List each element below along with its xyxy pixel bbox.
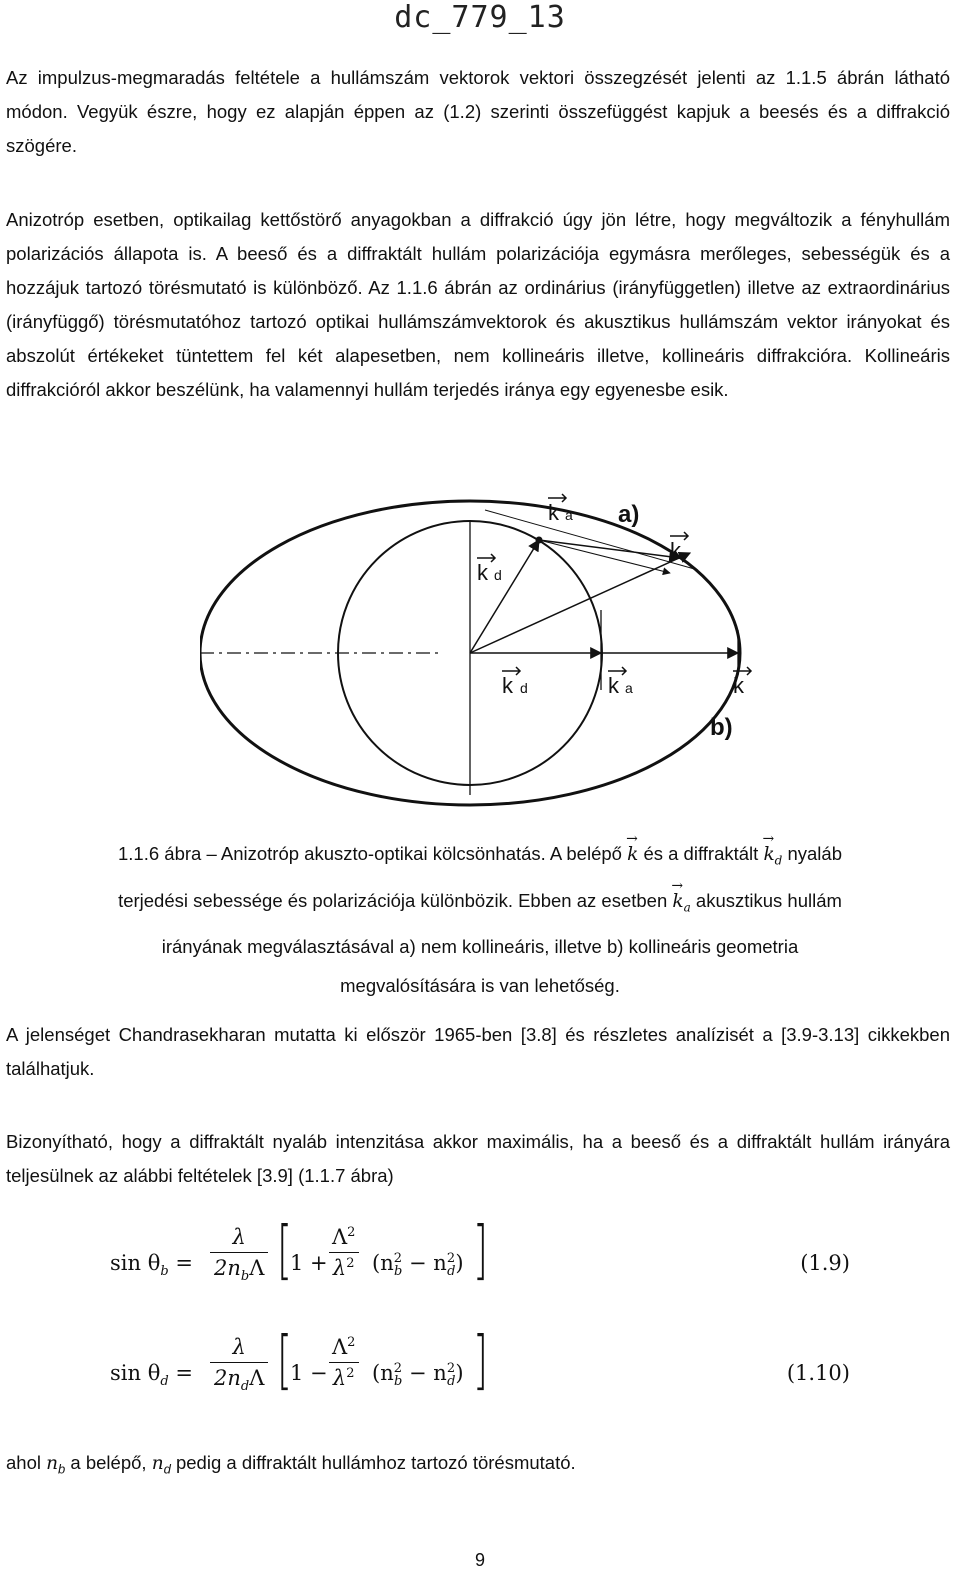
vector-k-symbol: → k (627, 835, 638, 874)
svg-text:k: k (733, 673, 744, 698)
figure-caption: 1.1.6 ábra – Anizotróp akuszto-optikai kölcsönhatás. A belépő → k és a diffraktált → $k_d$ nyaláb terjedési sebessége és polarizációja különbözik. Ebben az esetben → $k_a$ akusztikus hullám irányának megválasztásával a) nem kollineáris, illetve b) kollineáris geometria megvalósítására is van lehetőség. (60, 834, 900, 1005)
vector-ka-symbol: → $k_a$ (672, 882, 690, 928)
tangent-line (485, 510, 698, 570)
paragraph-2: Anizotróp esetben, optikailag kettőstörő anyagokban a diffrakció úgy jön létre, hogy megváltozik a fényhullám polarizációs állapota is. A beeső és a diffraktált hullám polarizációja egymásra merőleges, sebességük és a hozzájuk tartozó törésmutató is különböző. Az 1.1.6 ábrán az ordinárius (irányfüggetlen) illetve az extraordinárius (irányfüggő) törésmutatóhoz tartozó optikai hullámszámvektorok és akusztikus hullámszám vektor irányokat és abszolút értékeket tüntettem fel két alapesetben, nem kollineáris illetve, kollineáris diffrakcióra. Kollineáris diffrakcióról akkor beszélünk, ha valamennyi hullám terjedés iránya egy egyenesbe esik. (6, 209, 950, 400)
equation-1-10: $\sin \theta_d$ = λ $2n_d\Lambda$ [ 1 − $\frac{\Lambda^2}{\lambda^2}$ $(n^2_b - n^2_d)$ ] (1.10) (110, 1324, 850, 1398)
svg-text:k: k (502, 673, 513, 698)
touch-point (536, 537, 543, 544)
svg-text:k: k (548, 500, 559, 525)
svg-text:k: k (670, 538, 681, 563)
document-code-header: dc_779_13 (394, 0, 566, 35)
label-a: a) (618, 501, 640, 528)
vector-k-noncollinear (470, 553, 690, 653)
vector-kd-symbol: → $k_d$ (763, 835, 782, 881)
svg-text:d: d (520, 680, 528, 696)
paragraph-3: A jelenséget Chandrasekharan mutatta ki először 1965-ben [3.8] és részletes analízisét a [3.9-3.13] cikkekben találhatjuk. (6, 1024, 950, 1079)
svg-text:a: a (625, 680, 633, 696)
figure-anisotropic-ao (200, 490, 780, 810)
vector-kd-noncollinear (470, 540, 539, 653)
svg-text:a: a (565, 507, 573, 523)
paragraph-4: Bizonyítható, hogy a diffraktált nyaláb intenzitása akkor maximális, ha a beeső és a diffraktált hullám irányára teljesülnek az alábbi feltételek [3.9] (1.1.7 ábra) (6, 1131, 950, 1186)
svg-text:k: k (608, 673, 619, 698)
label-kd-left (477, 554, 502, 585)
paragraph-1: Az impulzus-megmaradás feltétele a hullámszám vektorok vektori összegzését jelenti az 1.1.5 ábrán látható módon. Vegyük észre, hogy ez alapján éppen az (1.2) szerinti összefüggést kapjuk a beesés és a diffrakció szögére. (6, 67, 950, 156)
page-number: 9 (474, 1550, 485, 1570)
label-b: b) (710, 714, 733, 741)
label-k-top (670, 532, 688, 563)
label-ka-bottom (608, 667, 633, 698)
svg-text:d: d (494, 567, 502, 583)
closing-sentence: ahol $n_b$ a belépő, $n_d$ pedig a diffraktált hullámhoz tartozó törésmutató. (6, 1452, 576, 1477)
label-k-bottom (733, 667, 751, 698)
label-kd-bottom (502, 667, 528, 698)
equation-1-9: $\sin \theta_b$ = λ $2n_b\Lambda$ [ 1 + $\frac{\Lambda^2}{\lambda^2}$ $(n^2_b - n^2_d)$ ] (1.9) (110, 1214, 850, 1288)
svg-text:k: k (477, 560, 488, 585)
